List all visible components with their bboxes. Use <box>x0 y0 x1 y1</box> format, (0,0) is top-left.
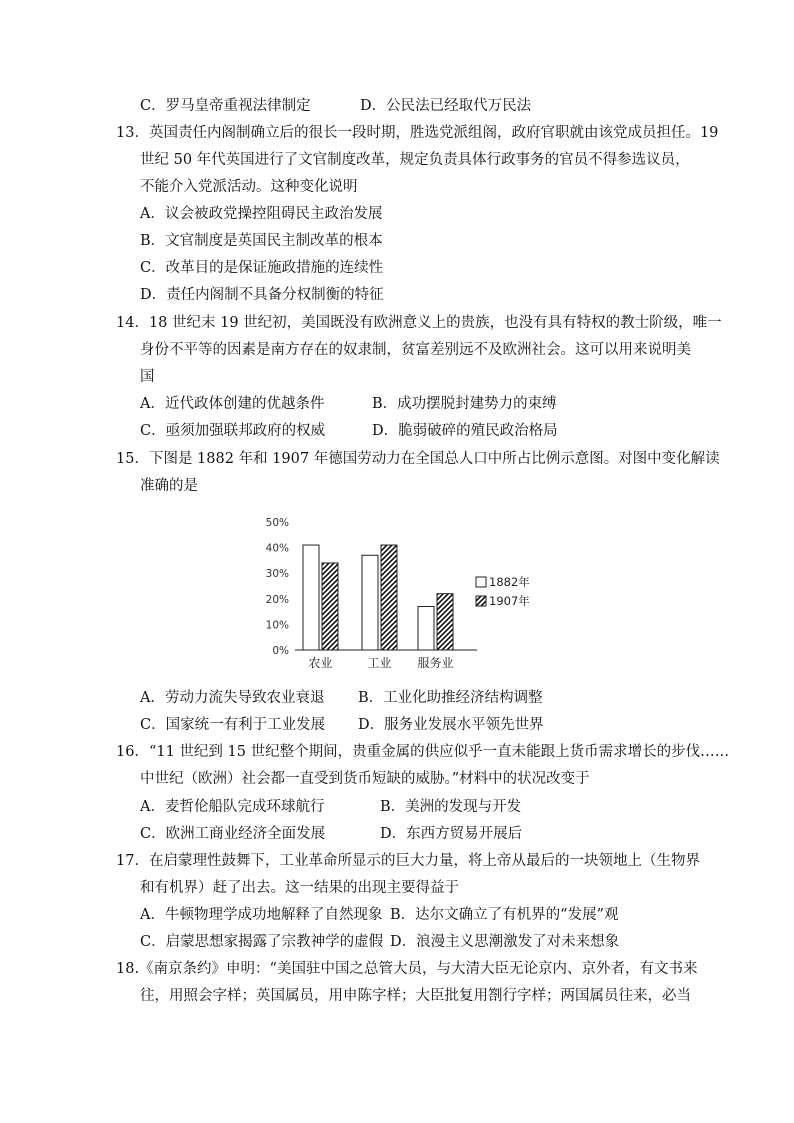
q13-option-a: A．议会被政党操控阻碍民主政治发展 <box>140 206 383 222</box>
chart-y-tick-label: 0% <box>272 645 289 657</box>
q18-stem-line1: 18.《南京条约》申明：“美国驻中国之总管大员，与大清大臣无论京内、京外者，有文书来 <box>116 961 698 977</box>
chart-x-tick-label: 工业 <box>367 656 392 670</box>
chart-y-tick-label: 30% <box>265 568 289 581</box>
q14-stem-line2: 身份不平等的因素是南方存在的奴隶制，贫富差别远不及欧洲社会。这可以用来说明美 <box>140 342 691 358</box>
chart-y-tick-label: 20% <box>265 593 289 606</box>
chart-legend-swatch <box>476 596 486 606</box>
q15-option-a: A．劳动力流失导致农业衰退 <box>140 690 325 706</box>
chart-bar <box>381 545 397 650</box>
q15-option-c: C．国家统一有利于工业发展 <box>140 717 326 733</box>
q17-option-d: D．浪漫主义思潮激发了对未来想象 <box>390 934 620 950</box>
chart-bars <box>303 545 453 650</box>
chart-y-tick-label: 50% <box>265 517 289 529</box>
chart-legend-swatch <box>476 577 486 587</box>
chart-y-tick-label: 40% <box>265 542 289 555</box>
q14-option-b: B．成功摆脱封建势力的束缚 <box>372 396 557 412</box>
chart-bar <box>437 594 453 650</box>
q13-stem-line1: 13．英国责任内阁制确立后的很长一段时期，胜选党派组阁，政府官职就由该党成员担任。19 <box>116 125 719 141</box>
chart-bar <box>418 606 434 650</box>
labor-force-bar-chart <box>255 512 545 684</box>
q13-stem-line3: 不能介入党派活动。这种变化说明 <box>140 179 358 195</box>
q13-option-b: B．文官制度是英国民主制改革的根本 <box>140 233 383 249</box>
q13-option-d: D．责任内阁制不具备分权制衡的特征 <box>140 287 384 303</box>
q17-option-b: B．达尔文确立了有机界的“发展”观 <box>390 907 619 923</box>
q16-option-c: C．欧洲工商业经济全面发展 <box>140 826 326 842</box>
q14-option-c: C．亟须加强联邦政府的权威 <box>140 423 326 439</box>
chart-y-tick-label: 10% <box>265 619 289 632</box>
q16-option-a: A．麦哲伦船队完成环球航行 <box>140 799 325 815</box>
q12-option-c: C．罗马皇帝重视法律制定 <box>140 98 311 114</box>
q14-option-d: D．脆弱破碎的殖民政治格局 <box>372 423 558 439</box>
q16-option-b: B．美洲的发现与开发 <box>380 799 522 815</box>
chart-legend-label: 1907年 <box>489 594 530 608</box>
q17-option-c: C．启蒙思想家揭露了宗教神学的虚假 <box>140 934 384 950</box>
q17-stem-line2: 和有机界）赶了出去。这一结果的出现主要得益于 <box>140 880 459 896</box>
q16-stem-line2: 中世纪（欧洲）社会都一直受到货币短缺的威胁。”材料中的状况改变于 <box>140 771 590 787</box>
chart-bar <box>362 555 378 650</box>
q16-option-d: D．东西方贸易开展后 <box>380 826 523 842</box>
chart-x-axis <box>308 656 453 670</box>
chart-bar <box>322 563 338 650</box>
q15-stem-line1: 15．下图是 1882 年和 1907 年德国劳动力在全国总人口中所占比例示意图。对图中变化解读 <box>116 451 720 467</box>
chart-x-tick-label: 服务业 <box>417 656 454 670</box>
q14-stem-line1: 14．18 世纪末 19 世纪初，美国既没有欧洲意义上的贵族，也没有具有特权的教士阶级，唯一 <box>116 315 722 331</box>
q16-stem-line1: 16．“11 世纪到 15 世纪整个期间，贵重金属的供应似乎一直未能跟上货币需求增长的步伐…… <box>116 744 730 760</box>
q15-stem-line2: 准确的是 <box>140 478 198 494</box>
chart-x-tick-label: 农业 <box>308 656 333 670</box>
q18-stem-line2: 往，用照会字样；英国属员，用申陈字样；大臣批复用劄行字样；两国属员往来，必当 <box>140 988 691 1004</box>
chart-legend-label: 1882年 <box>489 575 530 589</box>
q14-stem-line3: 国 <box>140 369 155 385</box>
q14-option-a: A．近代政体创建的优越条件 <box>140 396 325 412</box>
q17-stem-line1: 17．在启蒙理性鼓舞下，工业革命所显示的巨大力量，将上帝从最后的一块领地上（生物界 <box>116 853 700 869</box>
q15-option-b: B．工业化助推经济结构调整 <box>358 690 543 706</box>
q13-option-c: C．改革目的是保证施政措施的连续性 <box>140 260 384 276</box>
q12-option-d: D．公民法已经取代万民法 <box>360 98 532 114</box>
chart-legend <box>476 575 530 608</box>
q17-option-a: A．牛顿物理学成功地解释了自然现象 <box>140 907 383 923</box>
q13-stem-line2: 世纪 50 年代英国进行了文官制度改革，规定负责具体行政事务的官员不得参选议员， <box>140 152 690 168</box>
chart-bar <box>303 545 319 650</box>
q15-option-d: D．服务业发展水平领先世界 <box>358 717 544 733</box>
